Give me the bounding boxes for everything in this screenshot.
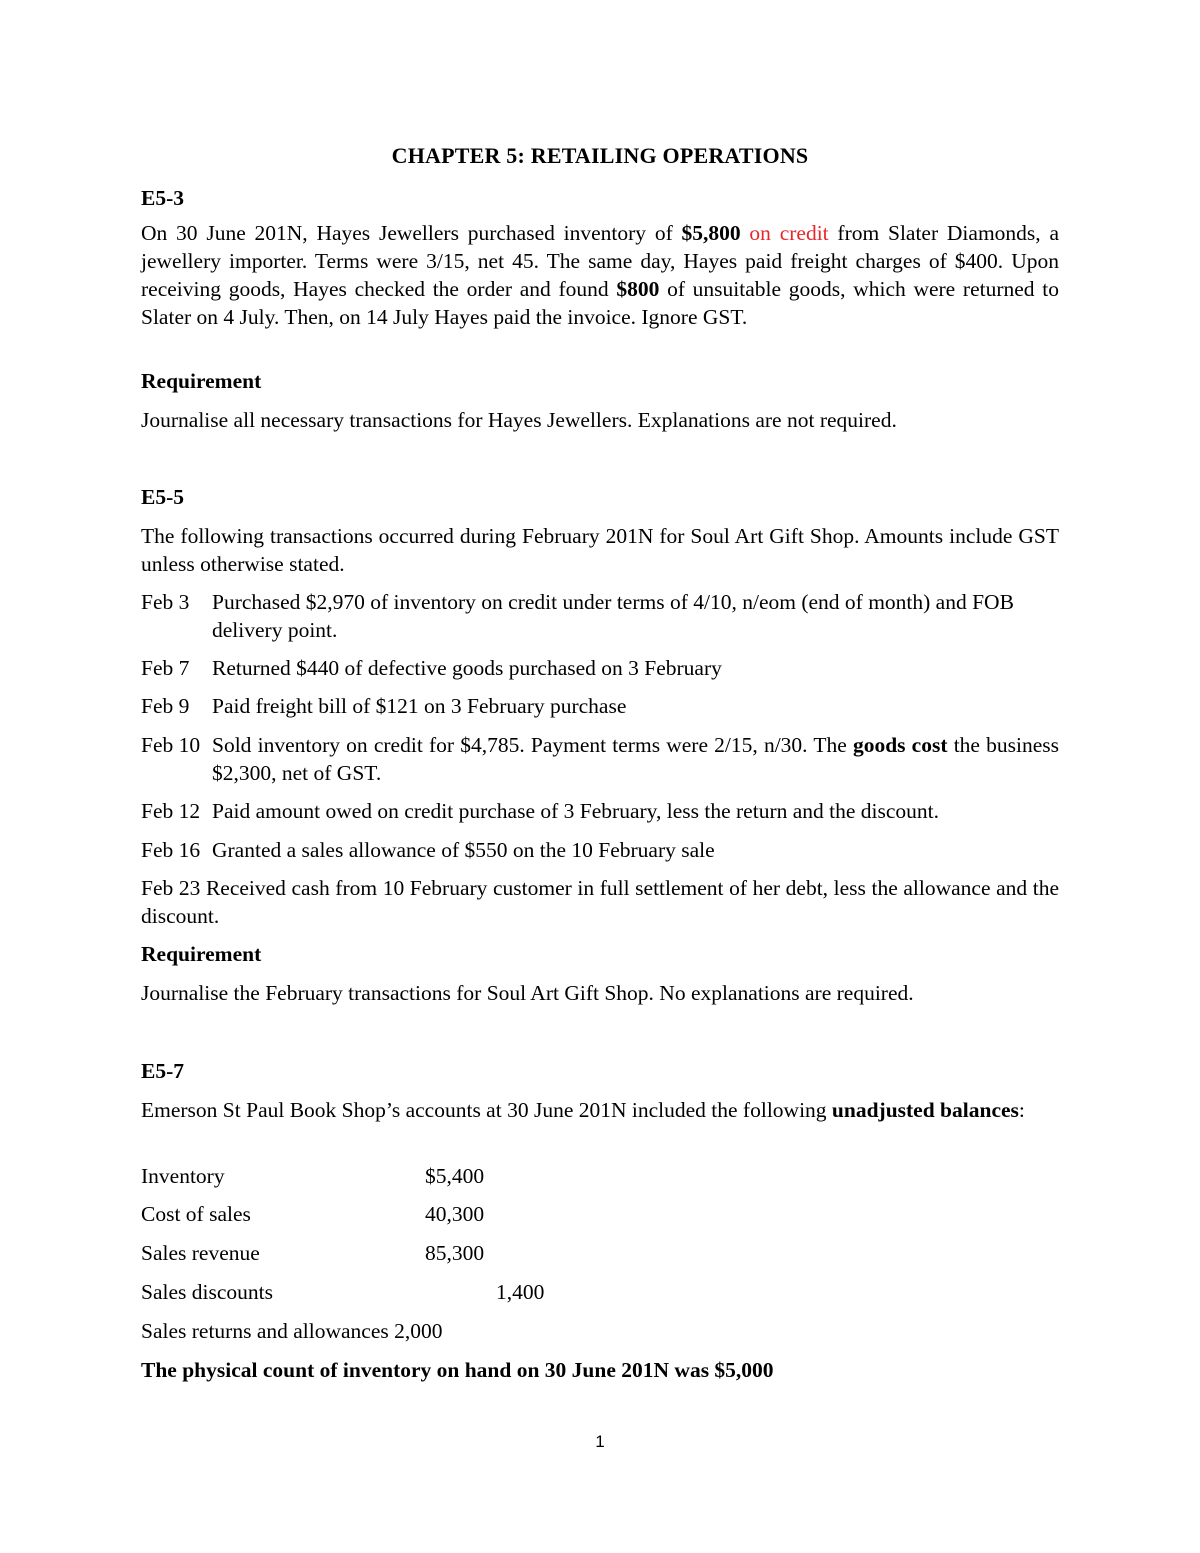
transaction-text: Purchased $2,970 of inventory on credit under terms of 4/10, n/eom (end of month) and FOB delivery point. [212,590,1014,642]
transaction-date: Feb 16 [141,838,201,862]
balance-value: 40,300 [425,1202,485,1226]
balance-row [141,1239,485,1267]
balance-label: Sales revenue [141,1241,260,1265]
transaction-text: Returned $440 of defective goods purchased on 3 February [212,656,722,680]
paragraph-text: of unsuitable goods, which were returned to Slater on 4 July. Then, on 14 July Hayes paid the invoice. Ignore GST. [141,277,1059,329]
balance-row [141,1317,443,1345]
balance-label: Cost of sales [141,1202,251,1226]
transaction-date: Feb 9 [141,694,190,718]
amount-bold: $5,800 [681,221,741,245]
balance-label: Inventory [141,1164,225,1188]
chapter-title: CHAPTER 5: RETAILING OPERATIONS [391,143,809,168]
closing-statement: The physical count of inventory on hand on 30 June 201N was $5,000 [141,1358,774,1382]
highlight-red-text: on credit [740,221,829,245]
balance-row [141,1200,485,1228]
exercise-e5-5-intro: The following transactions occurred during February 201N for Soul Art Gift Shop. Amounts include GST unless otherwise stated. [141,524,1059,576]
requirement-text: Journalise all necessary transactions for Hayes Jewellers. Explanations are not required. [141,408,897,432]
balance-row [141,1162,485,1190]
transaction-date: Feb 10 [141,733,201,757]
intro-text: Emerson St Paul Book Shop’s accounts at 30 June 201N included the following [141,1098,832,1122]
intro-bold-text: unadjusted balances [831,1098,1019,1122]
balance-label: Sales discounts [141,1280,273,1304]
transaction-date: Feb 3 [141,590,190,614]
transaction-text: Received cash from 10 February customer in full settlement of her debt, less the allowance and the discount. [141,876,1059,928]
requirement-heading: Requirement [141,942,262,966]
transaction-text: Granted a sales allowance of $550 on the 10 February sale [212,838,715,862]
transaction-text-part: Sold inventory on credit for $4,785. Payment terms were 2/15, n/30. The [212,733,853,757]
exercise-e5-7-intro [141,1096,1059,1124]
balance-value: 85,300 [425,1241,485,1265]
requirement-text: Journalise the February transactions for Soul Art Gift Shop. No explanations are required. [141,981,914,1005]
transaction-date: Feb 7 [141,656,190,680]
balance-row [141,1278,545,1306]
transaction-row [141,874,1059,930]
transaction-date: Feb 23 [141,876,201,900]
paragraph-text: On 30 June 201N, Hayes Jewellers purchased inventory of [141,221,682,245]
transaction-text-part: the business $2,300, net of GST. [212,733,1059,785]
balance-label: Sales returns and allowances [141,1319,389,1343]
transaction-text [212,731,1059,787]
exercise-e5-3-paragraph [141,219,1059,331]
exercise-heading-e5-7: E5-7 [141,1059,184,1083]
transaction-date: Feb 12 [141,799,201,823]
intro-text: : [1018,1098,1025,1122]
amount-bold: $800 [616,277,660,301]
paragraph-text: from Slater Diamonds, a jewellery importer. Terms were 3/15, net 45. The same day, Hayes paid freight charges of $400. Upon receiving goods, Hayes checked the order and found [141,221,1059,301]
transaction-bold-text: goods cost [852,733,948,757]
page-number: 1 [595,1432,605,1451]
requirement-heading: Requirement [141,369,262,393]
transaction-text: Paid freight bill of $121 on 3 February purchase [212,694,627,718]
balance-value: $5,400 [425,1164,485,1188]
transaction-text: Paid amount owed on credit purchase of 3 February, less the return and the discount. [212,799,940,823]
exercise-heading-e5-5: E5-5 [141,485,184,509]
exercise-heading-e5-3: E5-3 [141,186,184,210]
balance-value: 1,400 [496,1280,545,1304]
balance-value: 2,000 [394,1319,443,1343]
